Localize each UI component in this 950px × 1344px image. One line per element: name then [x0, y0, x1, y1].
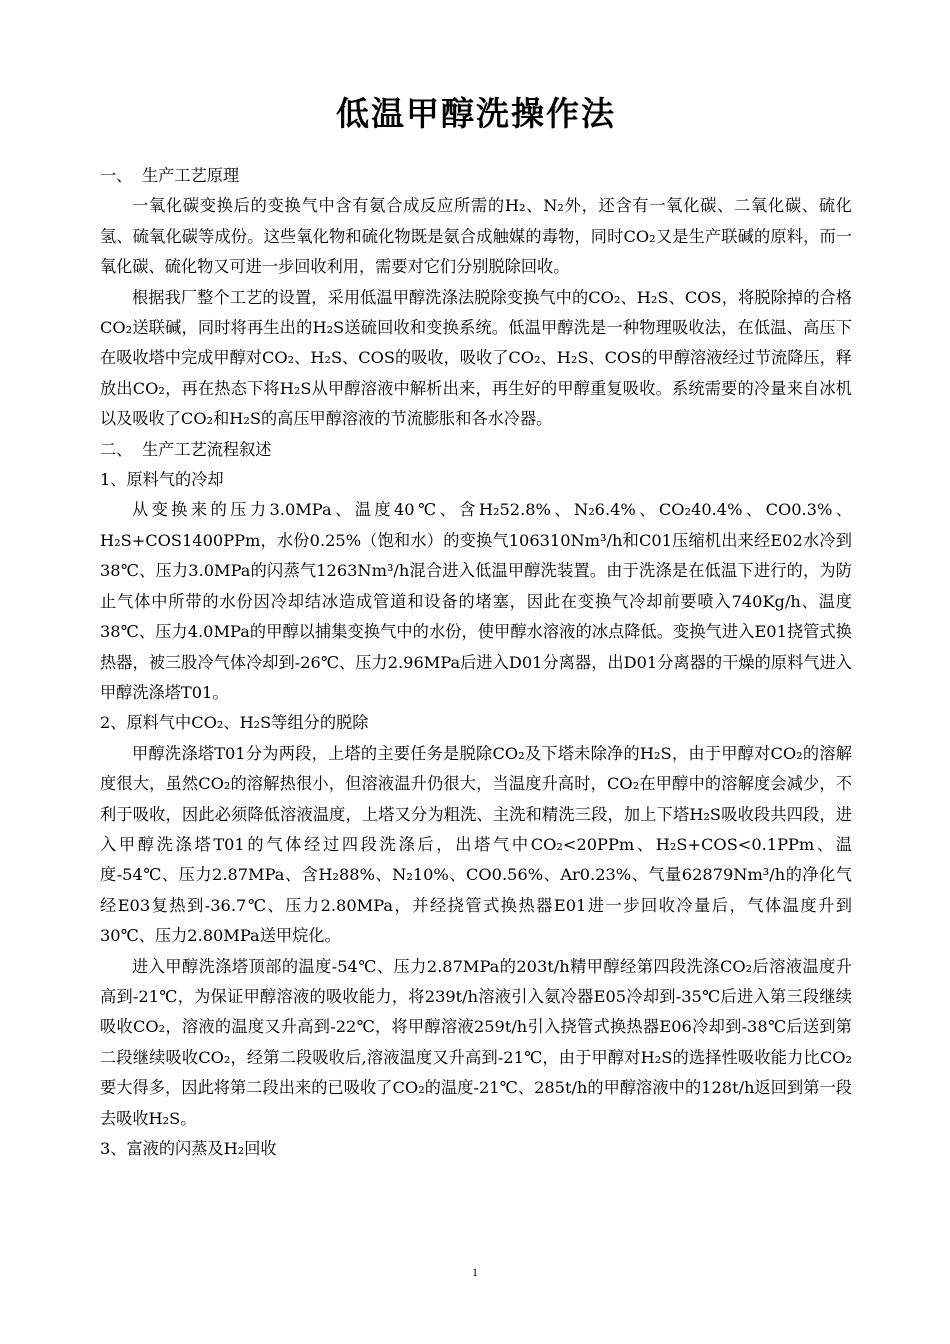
paragraph-3: 从变换来的压力3.0MPa、温度40℃、含H₂52.8%、N₂6.4%、CO₂40.4%、CO0.3%、H₂S+COS1400PPm，水份0.25%（饱和水）的变换气106310Nm³/h和C01压缩机出来经E02水冷到38℃、压力3.0MPa的闪蒸气1263Nm³/h混合进入低温甲醇洗装置。由于洗涤是在低温下进行的，为防止气体中所带的水份因冷却结冰造成管道和设备的堵塞，因此在变换气冷却前要喷入740Kg/h、温度38℃、压力4.0MPa的甲醇以捕集变换气中的水份，使甲醇水溶液的冰点降低。变换气进入E01挠管式换热器，被三股冷气体冷却到-26℃、压力2.96MPa后进入D01分离器，出D01分离器的干燥的原料气进入甲醇洗涤塔T01。: [100, 500, 852, 702]
paragraph-2: 根据我厂整个工艺的设置，采用低温甲醇洗涤法脱除变换气中的CO₂、H₂S、COS，将脱除掉的合格CO₂送联碱，同时将再生出的H₂S送硫回收和变换系统。低温甲醇洗是一种物理吸收法，在低温、高压下在吸收塔中完成甲醇对CO₂、H₂S、COS的吸收，吸收了CO₂、H₂S、COS的甲醇溶液经过节流降压，释放出CO₂，再在热态下将H₂S从甲醇溶液中解析出来，再生好的甲醇重复吸收。系统需要的冷量来自冰机以及吸收了CO₂和H₂S的高压甲醇溶液的节流膨胀和各水冷器。: [100, 287, 852, 429]
section-2-title: 生产工艺流程叙述: [142, 439, 272, 459]
subsection-2-heading: 2、原料气中CO₂、H₂S等组分的脱除: [100, 713, 369, 733]
subsection-3-heading: 3、富液的闪蒸及H₂回收: [100, 1139, 277, 1158]
section-1-heading: [100, 161, 852, 191]
section-1-title: 生产工艺原理: [142, 166, 240, 185]
document-title: 低温甲醇洗操作法: [336, 94, 616, 133]
section-2-heading: [100, 435, 852, 465]
page-number: 1: [472, 1265, 478, 1279]
section-1-number: 一、: [100, 166, 133, 185]
paragraph-5: 进入甲醇洗涤塔顶部的温度-54℃、压力2.87MPa的203t/h精甲醇经第四段洗涤CO₂后溶液温度升高到-21℃，为保证甲醇溶液的吸收能力，将239t/h溶液引入氨冷器E05冷却到-35℃后进入第三段继续吸收CO₂，溶液的温度又升高到-22℃，将甲醇溶液259t/h引入挠管式换热器E06冷却到-38℃后送到第二段继续吸收CO₂，经第二段吸收后,溶液温度又升高到-21℃，由于甲醇对H₂S的选择性吸收能力比CO₂要大得多，因此将第二段出来的已吸收了CO₂的温度-21℃、285t/h的甲醇溶液中的128t/h返回到第一段去吸收H₂S。: [100, 956, 852, 1128]
subsection-1-heading: 1、原料气的冷却: [100, 470, 224, 490]
paragraph-1: 一氧化碳变换后的变换气中含有氨合成反应所需的H₂、N₂外，还含有一氧化碳、二氧化碳、硫化氢、硫氧化碳等成份。这些氧化物和硫化物既是氨合成触媒的毒物，同时CO₂又是生产联碱的原料，而一氧化碳、硫化物又可进一步回收利用，需要对它们分别脱除回收。: [100, 196, 852, 277]
document-body: [100, 161, 852, 1164]
paragraph-4: 甲醇洗涤塔T01分为两段，上塔的主要任务是脱除CO₂及下塔未除净的H₂S，由于甲醇对CO₂的溶解度很大，虽然CO₂的溶解热很小，但溶液温升仍很大，当温度升高时，CO₂在甲醇中的溶解度会减少，不利于吸收，因此必须降低溶液温度，上塔又分为粗洗、主洗和精洗三段，加上下塔H₂S吸收段共四段，进入甲醇洗涤塔T01的气体经过四段洗涤后，出塔气中CO₂<20PPm、H₂S+COS<0.1PPm、温度-54℃、压力2.87MPa、含H₂88%、N₂10%、CO0.56%、Ar0.23%、气量62879Nm³/h的净化气经E03复热到-36.7℃、压力2.80MPa，并经挠管式换热器E01进一步回收冷量后，气体温度升到30℃、压力2.80MPa送甲烷化。: [100, 743, 852, 946]
section-2-number: 二、: [100, 439, 133, 459]
